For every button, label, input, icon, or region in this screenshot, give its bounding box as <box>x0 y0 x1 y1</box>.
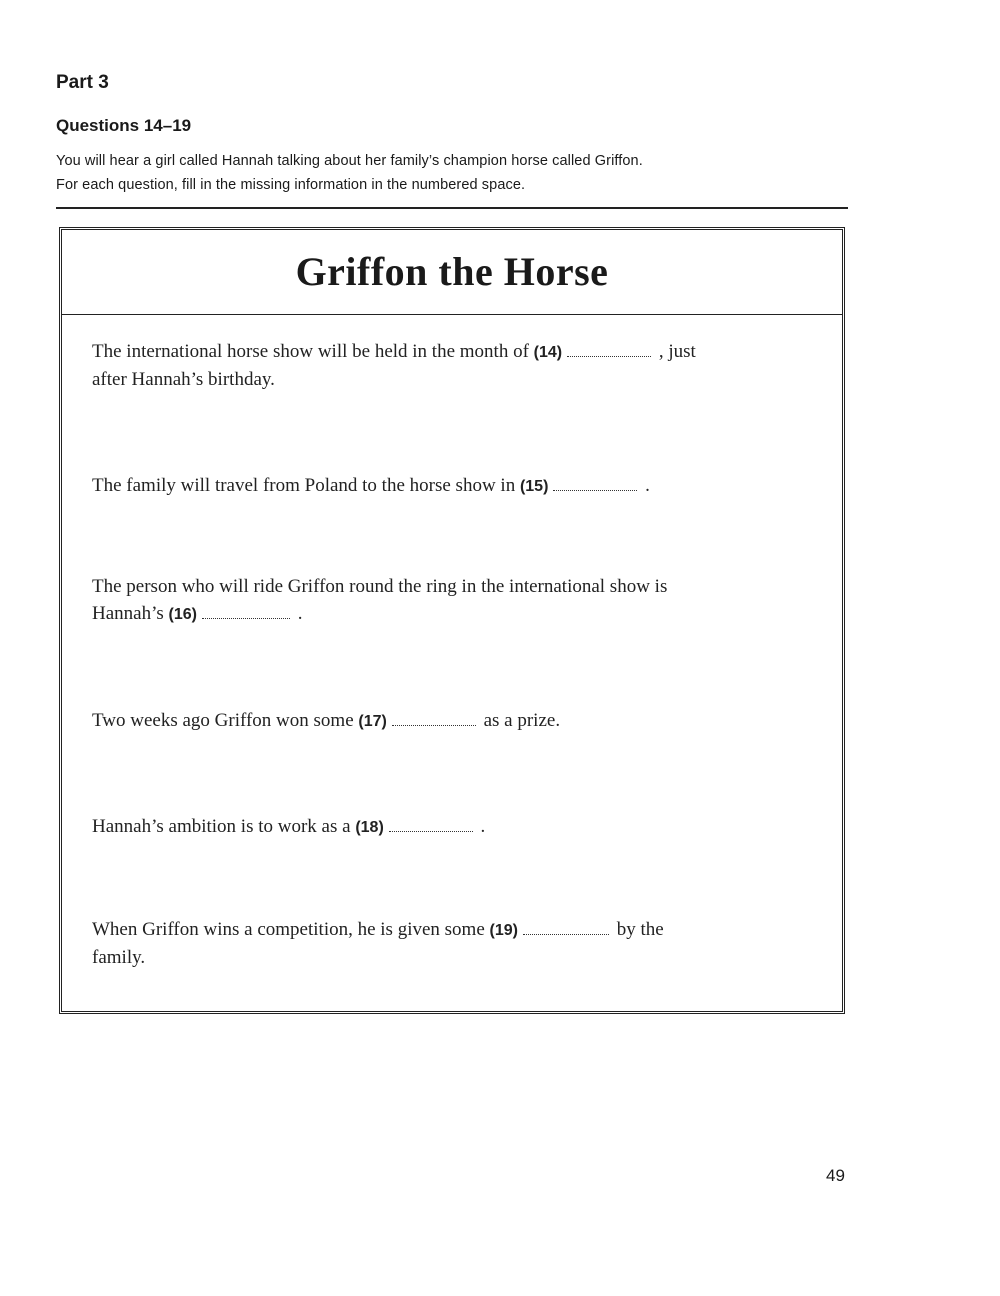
answer-blank-18[interactable] <box>389 817 473 832</box>
question-16-text: The person who will ride Griffon round the ring in the international show is <box>92 576 668 597</box>
question-19-number: (19) <box>489 922 518 939</box>
question-15-number: (15) <box>519 478 549 495</box>
question-17-number: (17) <box>358 713 387 730</box>
question-18-text: Hannah’s ambition is to work as a <box>92 816 356 837</box>
exercise-box-header <box>62 230 842 315</box>
answer-blank-19[interactable] <box>523 920 609 935</box>
question-19-text-after: by the <box>611 919 664 940</box>
part-heading: Part 3 <box>56 72 109 93</box>
questions-heading: Questions 14–19 <box>56 116 192 135</box>
question-16-text-line2: Hannah’s <box>92 603 169 624</box>
question-14 <box>92 338 812 393</box>
question-14-text-line2: after Hannah’s birthday. <box>92 369 275 390</box>
heading-divider <box>56 207 848 209</box>
question-14-text-after: , just <box>654 341 696 362</box>
question-19 <box>92 916 812 971</box>
page-number: 49 <box>826 1166 845 1185</box>
question-18-number: (18) <box>355 819 384 836</box>
answer-blank-17[interactable] <box>392 711 476 726</box>
question-16 <box>92 573 812 628</box>
question-17-text: Two weeks ago Griffon won some <box>92 710 359 731</box>
exercise-box <box>59 227 845 1014</box>
question-14-number: (14) <box>533 344 563 361</box>
question-17-text-after: as a prize. <box>478 710 561 731</box>
instruction-line-2: For each question, fill in the missing information in the numbered space. <box>56 177 526 193</box>
question-15-text: The family will travel from Poland to the horse show in <box>92 475 520 496</box>
question-16-text-after: . <box>292 603 303 624</box>
question-19-text: When Griffon wins a competition, he is given some <box>92 919 490 940</box>
question-16-number: (16) <box>168 606 197 623</box>
question-14-text: The international horse show will be held in the month of <box>92 341 534 362</box>
question-18 <box>92 813 812 841</box>
question-15 <box>92 472 812 500</box>
answer-blank-14[interactable] <box>567 342 651 357</box>
question-17 <box>92 707 812 735</box>
answer-blank-16[interactable] <box>202 604 290 619</box>
question-18-text-after: . <box>475 816 486 837</box>
instruction-line-1: You will hear a girl called Hannah talking about her family’s champion horse called Griffon. <box>56 153 643 169</box>
answer-blank-15[interactable] <box>553 476 637 491</box>
question-15-text-after: . <box>640 475 650 496</box>
exercise-title: Griffon the Horse <box>295 249 609 294</box>
question-19-text-line2: family. <box>92 947 146 968</box>
